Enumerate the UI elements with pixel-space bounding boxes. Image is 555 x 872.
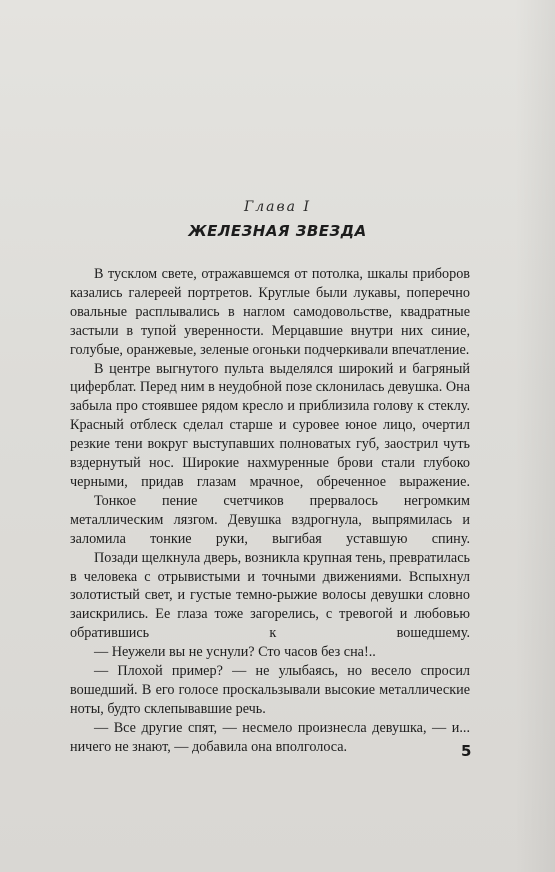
paragraph-2: В центре выгнутого пульта выделялся широкий и багряный циферблат. Перед ним в неудобной позе склонилась девушка. Она забыла про стоявшее рядом кресло и приблизила голову к стеклу. Красный отблеск сделал старше и суровее юное лицо, очертил резкие тени вокруг выступавших полноватых губ, заострил чуть вздернутый нос. Широкие нахмуренные брови стали глубоко черными, придав глазам мрачное, обреченное выражение. (70, 360, 470, 490)
body-text (70, 265, 470, 757)
paragraph-3: Тонкое пение счетчиков прервалось негромким металлическим лязгом. Девушка вздрогнула, выпрямилась и заломила тонкие руки, выгибая уставшую спину. (70, 492, 470, 547)
chapter-number: Глава I (243, 199, 311, 215)
paragraph-5: — Неужели вы не уснули? Сто часов без сна!.. (94, 644, 376, 661)
paragraph-6: — Плохой пример? — не улыбаясь, но весело спросил вошедший. В его голосе проскальзывали высокие металлические ноты, будто склепывавшие речь. (70, 663, 470, 717)
paragraph-4: Позади щелкнула дверь, возникла крупная тень, превратилась в человека с отрывистыми и точными движениями. Вспыхнул золотистый свет, и густые темно-рыжие волосы девушки словно заискрились. Ее глаза тоже загорелись, с тревогой и любовью обратившись к вошедшему. (70, 549, 470, 642)
chapter-title: ЖЕЛЕЗНАЯ ЗВЕЗДА (188, 222, 367, 240)
page-number: 5 (461, 742, 472, 760)
paragraph-1: В тусклом свете, отражавшемся от потолка, шкалы приборов казались галереей портретов. Круглые были лукавы, поперечно овальные расплывались в наглом самодовольстве, квадратные застыли в тупой уверенности. Мерцавшие внутри них синие, голубые, оранжевые, зеленые огоньки подчеркивали впечатление. (70, 266, 470, 358)
paragraph-7: — Все другие спят, — несмело произнесла девушка, — и... ничего не знают, — добавила она вполголоса. (70, 719, 470, 755)
